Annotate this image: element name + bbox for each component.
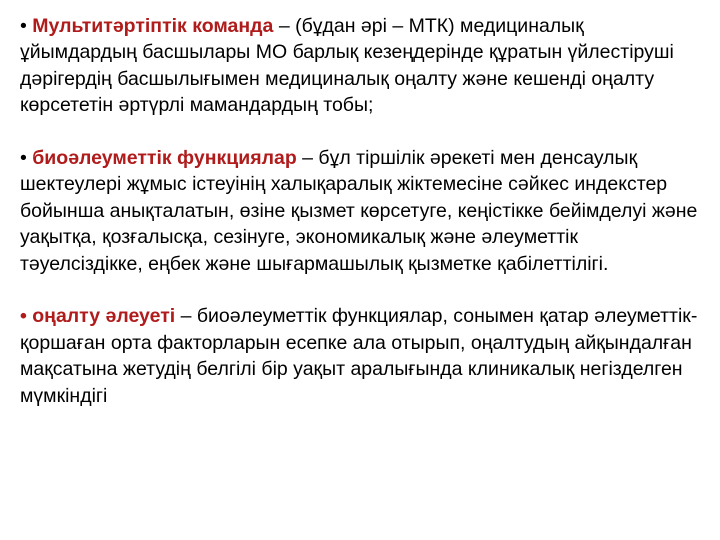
definitions-text <box>20 13 700 409</box>
term-rehabilitation-potential: оңалту әлеуеті <box>32 305 176 328</box>
term-biosocial-functions: биоәлеуметтік функциялар <box>32 147 297 170</box>
definition-paragraph-rehab-potential <box>20 303 700 409</box>
term-multidisciplinary-team: Мультитәртіптік команда <box>32 15 274 37</box>
definition-text-mtk: – (бұдан әрі – МТК) медициналық ұйымдардың басшылары МО барлық кезеңдерінде құратын үйлестіруші дәрігердің басшылығымен медициналық оңалту және кешенді оңалту көрсететін әртүрлі мамандардың тобы; <box>20 15 674 117</box>
definition-paragraph-biosocial <box>20 145 700 277</box>
definition-text-biosocial: – бұл тіршілік әрекеті мен денсаулық шектеулері жұмыс істеуінің халықаралық жіктемесіне сәйкес индекстер бойынша анықталатын, өзіне қызмет көрсетуге, кеңістікке бейімделуі және уақытқа, қозғалысқа, сезінуге, экономикалық және әлеуметтік тәуелсіздікке, еңбек және шығармашылық қызметке қабілеттілігі. <box>20 147 698 275</box>
bullet-marker: • <box>20 15 27 37</box>
bullet-marker: • <box>20 305 27 328</box>
bullet-marker: • <box>20 147 27 170</box>
definition-text-rehab-potential: – биоәлеуметтік функциялар, сонымен қатар әлеуметтік-қоршаған орта факторларын есепке ала отырып, оңалтудың айқындалған мақсатына жетудің белгілі бір уақыт аралығында клиникалық негізделген мүмкіндігі <box>20 305 698 407</box>
definition-paragraph-mtk <box>20 13 700 119</box>
